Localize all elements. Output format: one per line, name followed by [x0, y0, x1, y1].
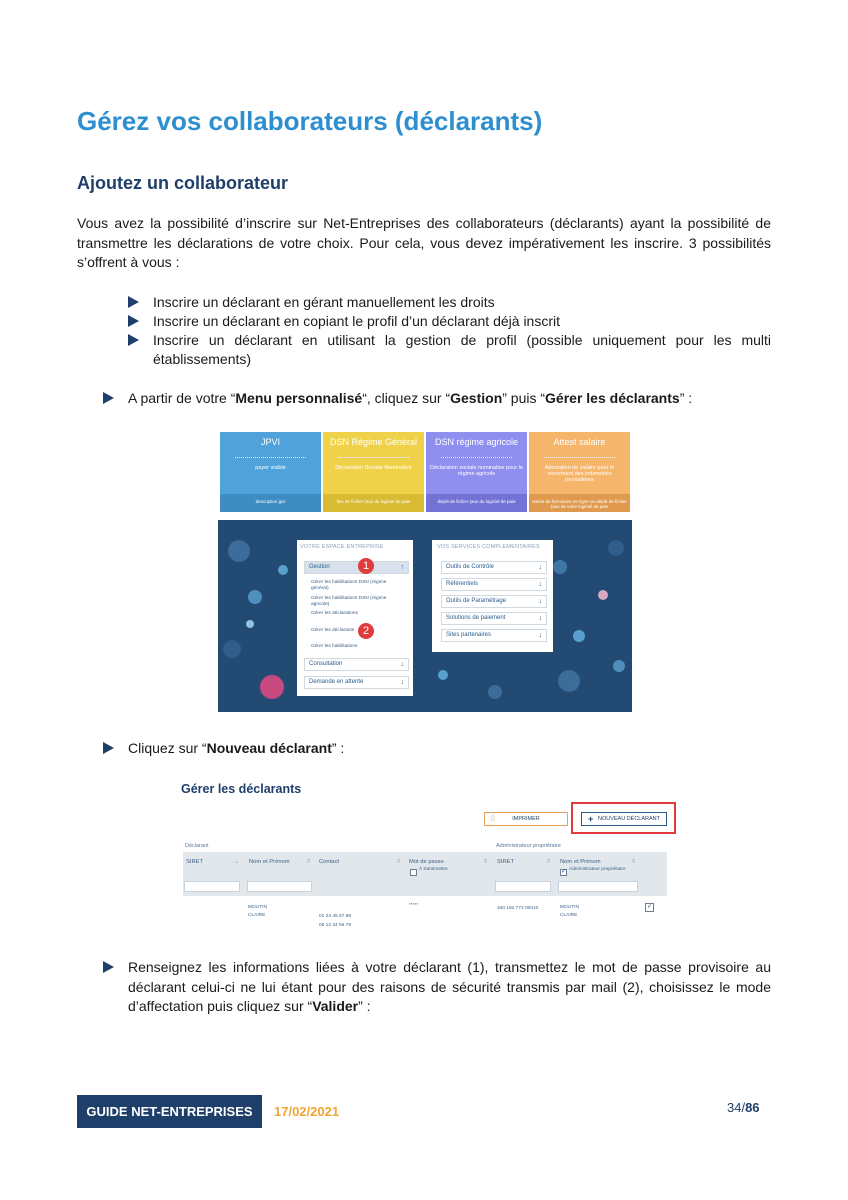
submenu-item[interactable]: Gérer les habilitations — [311, 644, 358, 649]
decorative-bubble — [613, 660, 625, 672]
sort-icon[interactable]: ⇳ — [396, 859, 402, 865]
decorative-bubble — [573, 630, 585, 642]
decorative-bubble — [598, 590, 608, 600]
arrow-down-icon: ↓ — [400, 661, 404, 668]
tile-footer: flex de fichier (aux du logiciel de paie — [323, 494, 424, 512]
column-group-label: Déclarant — [185, 843, 209, 849]
decorative-bubble — [248, 590, 262, 604]
tile-title: DSN Régime Général — [329, 437, 418, 447]
text-fragment: Cliquez sur “ — [128, 740, 207, 756]
decorative-bubble — [488, 685, 502, 699]
chevron-down-icon[interactable]: ⌄ — [234, 859, 240, 865]
cell-nom: MOUTIN — [248, 905, 267, 910]
tile-description: payer visible — [255, 465, 286, 471]
text-line — [128, 997, 771, 1017]
column-header[interactable]: SIRET — [497, 859, 515, 865]
portal-screenshot — [218, 520, 632, 712]
menu-label: Gestion — [309, 564, 330, 570]
submenu-item-gerer-declarants[interactable]: Gérer les déclarants — [311, 628, 355, 633]
panel-heading: VOTRE ESPACE ENTREPRISE — [300, 544, 384, 550]
triangle-bullet-icon — [103, 961, 114, 973]
triangle-bullet-icon — [103, 392, 114, 404]
service-row[interactable] — [441, 578, 547, 591]
decorative-bubble — [438, 670, 448, 680]
sort-icon[interactable]: ⇳ — [306, 859, 312, 865]
decorative-bubble — [260, 675, 284, 699]
text-fragment: d’affectation puis cliquez sur “ — [128, 998, 313, 1014]
sort-icon[interactable]: ⇳ — [483, 859, 489, 865]
menu-label: Demande en attente — [309, 679, 364, 685]
document-icon: ▯ — [491, 815, 495, 822]
arrow-up-icon: ↑ — [400, 564, 404, 571]
service-row[interactable] — [441, 612, 547, 625]
checkbox-label: Administrateur propriétaire — [569, 867, 626, 872]
triangle-bullet-icon — [128, 334, 139, 346]
tile-description: Déclaration Sociale Nominative — [335, 465, 412, 471]
tile-title: DSN régime agricole — [434, 437, 519, 447]
menu-label: Outils de Contrôle — [446, 564, 495, 570]
cell-admin-nom: MOUTIN — [560, 905, 579, 910]
menu-demande-en-attente[interactable] — [304, 676, 409, 689]
menu-consultation[interactable] — [304, 658, 409, 671]
column-group-label: Administrateur propriétaire — [496, 843, 561, 849]
current-page: 34/ — [727, 1100, 746, 1115]
column-header[interactable]: SIRET — [186, 859, 204, 865]
publication-date: 17/02/2021 — [274, 1104, 340, 1119]
screenshot-title: Gérer les déclarants — [181, 782, 302, 796]
cell-prenom: CLAIRE — [248, 913, 266, 918]
divider — [544, 457, 615, 458]
cell-admin-siret: 340 182 773 00010 — [497, 906, 539, 911]
menu-label: Solutions de paiement — [446, 615, 506, 621]
divider — [441, 457, 512, 458]
bold-fragment: Gestion — [450, 390, 503, 406]
decorative-bubble — [553, 560, 567, 574]
text-fragment: ” : — [358, 998, 371, 1014]
text-fragment: ” : — [679, 390, 693, 406]
step-text — [128, 958, 771, 1017]
filter-input-siret[interactable] — [184, 881, 240, 892]
intro-line: s’offrent à vous : — [77, 254, 180, 270]
intro-line: Vous avez la possibilité d’inscrire sur Net-Entreprises des collaborateurs (déclarants) ayant la possibilité de — [77, 215, 771, 231]
service-tile-attest-salaire[interactable] — [529, 432, 630, 512]
decorative-bubble — [228, 540, 250, 562]
bold-fragment: Gérer les déclarants — [545, 390, 680, 406]
column-header[interactable]: Nom et Prénom — [560, 859, 601, 865]
service-tile-dsn-agricole[interactable] — [426, 432, 527, 512]
list-item-text: Inscrire un déclarant en utilisant la gestion de profil (possible uniquement pour les multi établissements) — [153, 332, 771, 367]
arrow-down-icon: ↓ — [538, 632, 542, 639]
menu-label: Consultation — [309, 661, 343, 667]
tile-title: JPVI — [260, 437, 280, 447]
checkbox-checked[interactable]: ✓ — [561, 869, 567, 875]
panel-heading: VOS SERVICES COMPLEMENTAIRES — [437, 544, 540, 550]
section-title: Ajoutez un collaborateur — [77, 173, 289, 193]
arrow-down-icon: ↓ — [538, 598, 542, 605]
column-header[interactable]: Mot de passe — [409, 859, 444, 865]
filter-input-nom[interactable] — [247, 881, 312, 892]
intro-paragraph — [77, 214, 771, 273]
button-label: IMPRIMER — [512, 816, 540, 822]
arrow-down-icon: ↓ — [400, 679, 404, 686]
filter-input-admin-nom[interactable] — [558, 881, 638, 892]
triangle-bullet-icon — [103, 742, 114, 754]
service-row[interactable] — [441, 629, 547, 642]
page-number — [727, 1100, 760, 1115]
menu-label: Référentiels — [446, 581, 479, 587]
cell-contact: 01 23 45 67 89 — [319, 914, 352, 919]
checkbox[interactable] — [410, 869, 417, 876]
text-fragment: A partir de votre “ — [128, 390, 236, 406]
highlight-box — [571, 802, 676, 834]
menu-gestion[interactable] — [304, 561, 409, 574]
sort-icon[interactable]: ⇳ — [546, 859, 552, 865]
sort-icon[interactable]: ⇳ — [631, 859, 637, 865]
step-text — [128, 389, 771, 409]
plus-icon: + — [588, 814, 594, 824]
menu-label: Sites partenaires — [446, 632, 492, 638]
intro-line: transmettre les déclarations de votre choix. Pour cela, vous devez impérativement les inscrire. 3 possibilités — [77, 234, 771, 251]
submenu-item[interactable]: Gérer les déclarations — [311, 611, 358, 616]
tile-footer: description jpvi — [220, 494, 321, 512]
checkbox-checked[interactable]: ✓ — [646, 904, 653, 910]
checkbox-label: À transmettre — [419, 867, 448, 872]
service-row[interactable] — [441, 595, 547, 608]
tile-footer: dépôt de fichier (aux du logiciel de paie — [426, 494, 527, 512]
service-tile-dsn-general[interactable] — [323, 432, 424, 512]
decorative-bubble — [608, 540, 624, 556]
list-item-text: Inscrire un déclarant en copiant le profil d’un déclarant déjà inscrit — [153, 313, 561, 329]
decorative-bubble — [223, 640, 241, 658]
text-line: Renseignez les informations liées à votre déclarant (1), transmettez le mot de passe provisoire au — [128, 959, 771, 975]
text-fragment: “, cliquez sur “ — [362, 390, 451, 406]
page-title: Gérez vos collaborateurs (déclarants) — [77, 106, 543, 136]
service-row[interactable] — [441, 561, 547, 574]
cell-contact: 06 12 34 56 78 — [319, 923, 352, 928]
bold-fragment: Nouveau déclarant — [206, 740, 332, 756]
cell-password: ***** — [409, 903, 419, 908]
text-fragment: ” puis “ — [502, 390, 546, 406]
column-header[interactable]: Nom et Prénom — [249, 859, 290, 865]
decorative-bubble — [278, 565, 288, 575]
triangle-bullet-icon — [128, 296, 139, 308]
list-item-text: Inscrire un déclarant en gérant manuellement les droits — [153, 294, 495, 310]
arrow-down-icon: ↓ — [538, 564, 542, 571]
cell-admin-prenom: CLAIRE — [560, 913, 578, 918]
triangle-bullet-icon — [128, 315, 139, 327]
divider — [338, 457, 409, 458]
menu-label: Outils de Paramétrage — [446, 598, 507, 604]
bold-fragment: Valider — [312, 998, 359, 1014]
submenu-item[interactable]: Gérer les habilitations DSN (régime agricole) — [311, 596, 387, 607]
print-button[interactable] — [484, 812, 568, 826]
total-pages: 86 — [745, 1100, 760, 1115]
step-badge-1: 1 — [358, 558, 374, 574]
guide-label: GUIDE NET-ENTREPRISES — [77, 1095, 262, 1128]
tile-footer: Saisie du formulaire en ligne ou dépôt de fichier (aux de votre logiciel de paie — [529, 494, 630, 512]
tile-description: Attestation de salaire pour le versement des indemnités journalières — [544, 465, 615, 483]
bold-fragment: Menu personnalisé — [235, 390, 363, 406]
decorative-bubble — [558, 670, 580, 692]
filter-input-admin-siret[interactable] — [495, 881, 551, 892]
column-header[interactable]: Contact — [319, 859, 339, 865]
tile-title: Attest salaire — [553, 437, 606, 447]
button-label: NOUVEAU DÉCLARANT — [597, 816, 661, 822]
decorative-bubble — [246, 620, 254, 628]
step-text — [128, 739, 771, 759]
service-tile-jpvi[interactable] — [220, 432, 321, 512]
submenu-item[interactable]: Gérer les habilitations DSN (régime général) — [311, 580, 387, 591]
tile-description: Déclaration sociale nominative pour le régime agricole — [430, 465, 523, 477]
step-badge-2: 2 — [358, 623, 374, 639]
text-fragment: ” : — [331, 740, 345, 756]
text-line: déclarant celui-ci ne lui étant pour des raisons de sécurité transmis par mail (2), choisissez le mode — [128, 978, 771, 995]
divider — [235, 457, 306, 458]
arrow-down-icon: ↓ — [538, 615, 542, 622]
arrow-down-icon: ↓ — [538, 581, 542, 588]
